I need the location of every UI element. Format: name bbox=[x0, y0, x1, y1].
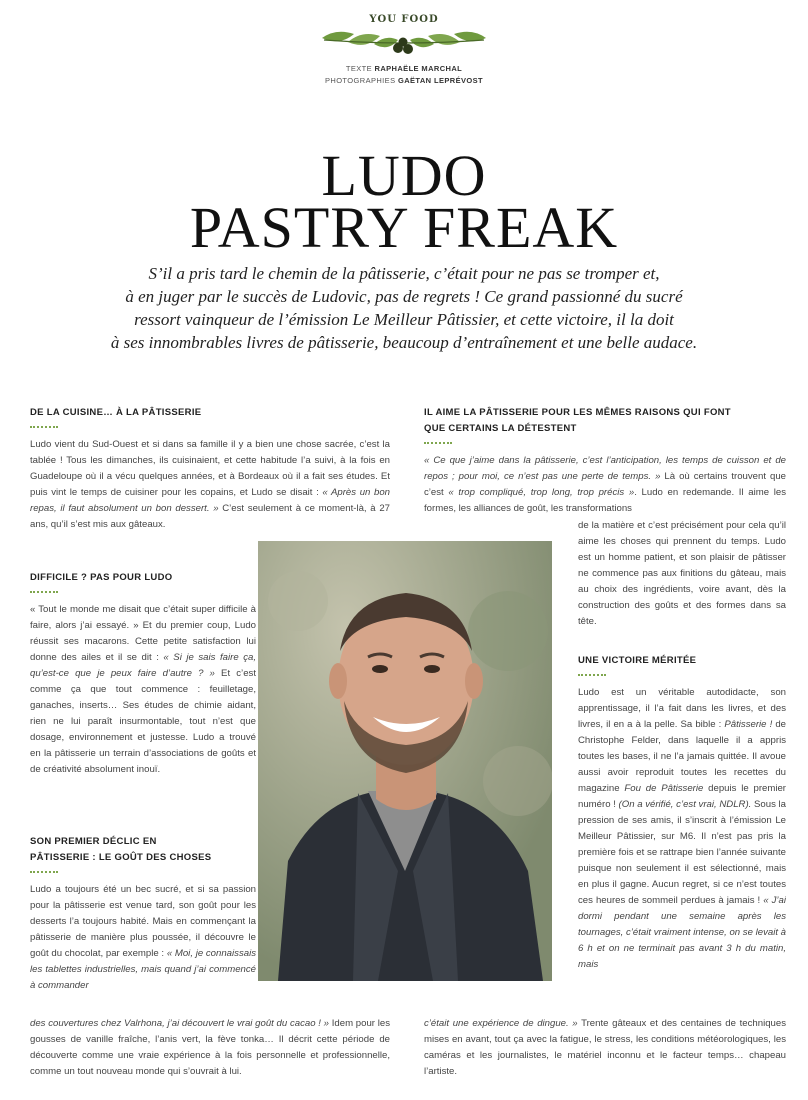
paragraph-difficile: « Tout le monde me disait que c’était super difficile à faire, alors j’ai essayé. » Et du premier coup, Ludo réussit ses macarons. Cette petite satisfaction lui donne des ailes et il se dit : « Si je sais faire ça, qu’est-ce que je peux faire d’autre ? » Et c’est comme ça que tout commence : feuilletage, ganaches, inserts… Ses études de chimie aidant, rien ne lui paraît insurmontable, tout n’est que dosage, environnement et justesse. Ludo a trouvé en la pâtisserie un terrain d’associations de goûts et de créativité absolument inouï. bbox=[30, 604, 256, 775]
article-title-line-2: PASTRY FREAK bbox=[189, 195, 619, 260]
portrait-photo bbox=[258, 541, 552, 981]
writer-name: RAPHAËLE MARCHAL bbox=[374, 64, 463, 73]
credit-text: TEXTE RAPHAËLE MARCHAL bbox=[345, 64, 463, 73]
article-title-line-1: LUDO bbox=[321, 143, 487, 208]
section-name: YOU FOOD bbox=[369, 14, 439, 25]
olive-branch-icon bbox=[318, 24, 490, 56]
paragraph-aime: « Ce que j’aime dans la pâtisserie, c’est l’anticipation, les temps de cuisson et de repos ; pour moi, ce n’est pas une perte de temps. » Là où certains trouvent que c’est « trop compliqué, trop long, trop précis ». Ludo en redemande. Il aime les formes, les alliances de goût, les transformations bbox=[424, 455, 786, 514]
photographer-name: GAËTAN LEPRÉVOST bbox=[397, 76, 483, 85]
section-heading-victoire: UNE VICTOIRE MÉRITÉE bbox=[578, 655, 697, 666]
credit-photo: PHOTOGRAPHIES GAËTAN LEPRÉVOST bbox=[324, 76, 483, 85]
section-heading-declic-1: SON PREMIER DÉCLIC EN bbox=[30, 836, 157, 847]
intro-line: à en juger par le succès de Ludovic, pas de regrets ! Ce grand passionné du sucré bbox=[125, 287, 683, 306]
intro-line: ressort vainqueur de l’émission Le Meilleur Pâtissier, et cette victoire, il la doit bbox=[134, 310, 674, 329]
paragraph-declic: Ludo a toujours été un bec sucré, et si sa passion pour la pâtisserie est venue tard, son goût pour les desserts l’a toujours habité. Mais en commençant la pâtisserie de manière plus poussée, il découvre le goût du chocolat, par exemple : « Moi, je connaissais les tablettes industrielles, mais quand j’ai commencé à commander bbox=[30, 884, 256, 991]
section-heading-aime-1: IL AIME LA PÂTISSERIE POUR LES MÊMES RAISONS QUI FONT bbox=[424, 407, 731, 418]
heading-rule bbox=[30, 871, 58, 873]
intro-line: S’il a pris tard le chemin de la pâtisserie, c’était pour ne pas se tromper et, bbox=[148, 264, 660, 283]
paragraph-cuisine: Ludo vient du Sud-Ouest et si dans sa famille il y a bien une chose sacrée, c’est la tablée ! Tous les dimanches, ils cuisinaient, et cette habitude l’a suivi, à la fois en Guadeloupe où il a vécu quelques années, et à Bordeaux où il a fait ses études. Et puis vint le temps de cuisiner pour les copains, et Ludo se disait : « Après un bon repas, il faut absolument un bon dessert. » C’est seulement à ce moment-là, à 27 ans, qu’il s’est mis aux gâteaux. bbox=[30, 439, 390, 530]
paragraph-victoire-end: c’était une expérience de dingue. » Trente gâteaux et des centaines de techniques mises en avant, tout ça avec la fatigue, le stress, les conditions météorologiques, les caméras et les journalistes, le matériel inconnu et le facteur temps… chapeau l’artiste. bbox=[424, 1018, 787, 1077]
section-heading-aime-2: QUE CERTAINS LA DÉTESTENT bbox=[424, 423, 577, 434]
heading-rule bbox=[30, 591, 58, 593]
heading-rule bbox=[30, 426, 58, 428]
portrait-photo-icon bbox=[258, 541, 552, 981]
heading-rule bbox=[578, 674, 606, 676]
intro-line: à ses innombrables livres de pâtisserie, beaucoup d’entraînement et une belle audace. bbox=[110, 333, 698, 352]
paragraph-victoire: Ludo est un véritable autodidacte, son apprentissage, il l’a fait dans les livres, et des livres, il en a à la pelle. Sa bible : Pâtisserie ! de Christophe Felder, dans laquelle il a appris toutes les bases, il ne l’a jamais quittée. Il avoue aussi avoir reproduit toutes les recettes du magazine Fou de Pâtisserie depuis le premier numéro ! (On a vérifié, c’est vrai, NDLR). Sous la pression de ses amis, il s’inscrit à l’émission Le Meilleur Pâtissier, sur M6. Il n’est pas pris la première fois et se rattrape bien l’année suivante puisque non seulement il est sélectionné, mais en plus il gagne. Aucun regret, si ce n’est toutes ces heures de sommeil perdues à jamais ! « J’ai dormi pendant une semaine après les tournages, c’était vraiment intense, on se levait à 6 h et on ne terminait pas avant 3 h du matin, mais bbox=[578, 687, 786, 970]
section-heading-difficile: DIFFICILE ? PAS POUR LUDO bbox=[30, 572, 173, 583]
intro-lede bbox=[70, 262, 738, 354]
page-header bbox=[0, 0, 808, 100]
paragraph-declic-end: des couvertures chez Valrhona, j’ai découvert le vrai goût du cacao ! » Idem pour les gousses de vanille fraîche, l’anis vert, la fève tonka… Il décrit cette période de découverte comme une vraie expérience à la fois personnelle et professionnelle, comme un tout nouveau monde qui s’ouvrait à lui. bbox=[30, 1018, 390, 1077]
section-heading-cuisine: DE LA CUISINE… À LA PÂTISSERIE bbox=[30, 407, 202, 418]
heading-rule bbox=[424, 442, 452, 444]
paragraph-aime-cont: de la matière et c’est précisément pour cela qu’il aime les choses qui prennent du temps. Ludo est un homme patient, et son plaisir de pâtisser ne commence pas aux finitions du gâteau, mais au choix des ingrédients, voire avant, dès la construction des goûts et des formes dans sa tête. bbox=[578, 520, 786, 627]
section-heading-declic-2: PÂTISSERIE : LE GOÛT DES CHOSES bbox=[30, 852, 212, 863]
